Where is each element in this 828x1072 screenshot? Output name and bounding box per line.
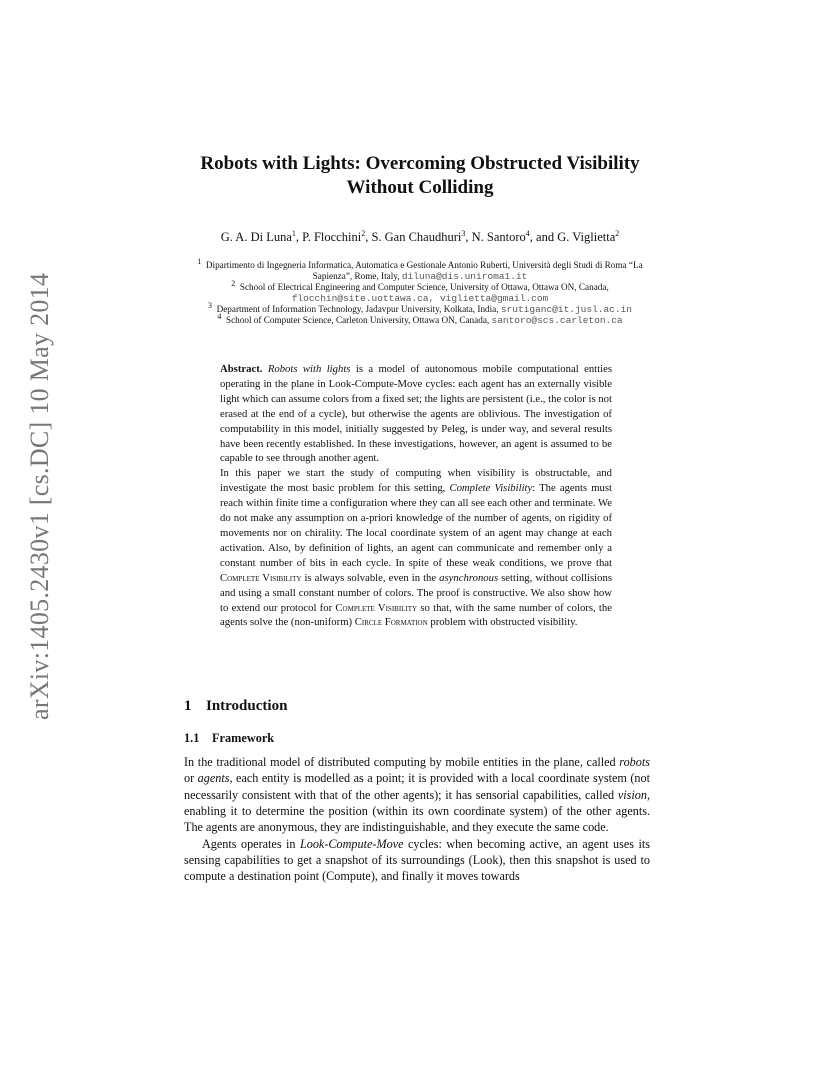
section-heading	[184, 698, 287, 715]
abstract-label: Abstract.	[220, 363, 263, 375]
abstract-p2-run: setting, without collisions and using a small constant number of colors. The proof is constructive. We also show how to extend our protocol for	[220, 571, 612, 614]
abstract-p2-run: Circle Formation	[354, 616, 428, 629]
author-name: G. Viglietta	[557, 230, 616, 244]
author-separator: ,	[295, 230, 303, 244]
body-paragraph-1	[184, 754, 650, 836]
body-p2-run: cycles: when becoming active, an agent uses its sensing capabilities to get a snapshot of its surroundings (Look), then this snapshot is used to compute a destination point (Compute), and finally it moves towards	[184, 836, 650, 884]
body-p1-run: robots	[619, 755, 650, 769]
affiliation-text: School of Computer Science, Carleton University, Ottawa ON, Canada,	[221, 315, 492, 325]
abstract-p2-run: asynchronous	[439, 571, 499, 584]
abstract-p2-run: Complete Visibility	[335, 601, 418, 614]
author-separator: ,	[465, 230, 472, 244]
paper-title	[150, 152, 690, 200]
affiliation-mark: 1	[197, 256, 202, 266]
affiliation-email: srutiganc@it.jusl.ac.in	[500, 304, 632, 315]
body-p2-run: Agents operates in	[202, 836, 300, 851]
affiliation-email: santoro@scs.carleton.ca	[491, 315, 623, 326]
body-p1-run: or	[184, 771, 198, 786]
affiliation-text: Department of Information Technology, Jadavpur University, Kolkata, India,	[212, 304, 501, 314]
body-p1-run: In the traditional model of distributed computing by mobile entities in the plane, called	[184, 755, 620, 769]
affiliation	[180, 300, 660, 315]
abstract-p2-run: Complete Visibility	[449, 482, 533, 495]
affiliation	[180, 256, 660, 282]
affiliation-mark: 2	[231, 278, 236, 288]
subsection-heading	[184, 731, 274, 746]
abstract-paragraph-1	[220, 362, 612, 466]
abstract-p2-run: In this paper we start the study of computing when visibility is obstructable, and investigate the most basic problem for this setting,	[220, 467, 612, 495]
author-affiliation-mark: 4	[525, 228, 530, 238]
affiliations	[180, 256, 660, 326]
body-p1-run: , each entity is modelled as a point; it is provided with a local coordinate system (not necessarily consistent with that of the other agents); it has sensorial capabilities, called	[184, 771, 650, 802]
title-line-1: Robots with Lights: Overcoming Obstructed Visibility	[200, 153, 640, 174]
abstract-p2-run: Complete Visibility	[220, 571, 302, 584]
author-name: P. Flocchini	[302, 230, 362, 244]
author-separator: , and	[529, 230, 558, 244]
subsection-number: 1.1	[184, 731, 200, 745]
affiliation-mark: 4	[217, 311, 222, 321]
affiliation-email: flocchin@site.uottawa.ca, viglietta@gmail.com	[291, 293, 549, 304]
abstract-p1-run: is a model of autonomous mobile computational entties operating in the plane in Look-Compute-Move cycles: each agent has an externally visible light which can assume colors from a fixed set; the lights are persistent (i.e., the color is not erased at the end of a cycle), but otherwise the agents are oblivious. The investigation of computability in this model, initially suggested by Peleg, is under way, and several results have been recently established. In these investigations, however, an agent is assumed to be capable to see through another agent.	[220, 363, 612, 465]
body-p1-run: , enabling it to determine the position (within its own coordinate system) of the other agents. The agents are anonymous, they are indistinguishable, and they execute the same code.	[184, 787, 650, 835]
section-number: 1	[184, 698, 192, 714]
body-paragraph-2	[184, 836, 650, 885]
author-affiliation-mark: 2	[361, 228, 366, 238]
affiliation-mark: 3	[208, 300, 212, 310]
abstract-p2-run: problem with obstructed visibility.	[427, 616, 578, 629]
body-p1-run: agents	[197, 771, 230, 786]
arxiv-identifier: arXiv:1405.2430v1 [cs.DC] 10 May 2014	[25, 272, 54, 720]
author-separator: ,	[365, 230, 372, 244]
subsection-title: Framework	[212, 731, 275, 745]
abstract-p2-run: is always solvable, even in the	[301, 571, 440, 584]
author-affiliation-mark: 3	[461, 228, 466, 238]
body-p1-run: vision	[617, 787, 647, 802]
abstract-paragraph-2	[220, 466, 612, 630]
body-p2-run: Look-Compute-Move	[299, 836, 404, 851]
affiliation	[180, 278, 660, 304]
section-title: Introduction	[206, 698, 288, 714]
author-name: N. Santoro	[471, 230, 526, 244]
author-name: G. A. Di Luna	[220, 230, 292, 244]
body-text	[184, 754, 650, 885]
author-name: S. Gan Chaudhuri	[371, 230, 462, 244]
abstract-p2-run: so that, with the same number of colors, the agents solve the (non-uniform)	[220, 601, 612, 629]
abstract-p1-run: Robots with lights	[267, 363, 351, 375]
abstract	[220, 362, 612, 630]
abstract-p2-run: : The agents must reach within finite time a configuration where they can all see each other and terminate. We do not make any assumption on a-priori knowledge of the number of agents, on rigidity of movements nor on chirality. The local coordinate system of an agent may change at each activation. Also, by definition of lights, an agent can communicate and remember only a constant number of bits in each cycle. In spite of these weak conditions, we prove that	[220, 482, 612, 569]
affiliation	[180, 311, 660, 326]
affiliation-email: diluna@dis.uniroma1.it	[401, 271, 528, 282]
author-affiliation-mark: 2	[615, 228, 620, 238]
affiliation-text: School of Electrical Engineering and Computer Science, University of Ottawa, Ottawa ON, Canada,	[235, 282, 609, 292]
author-list	[150, 228, 690, 246]
title-line-2: Without Colliding	[346, 177, 494, 198]
author-affiliation-mark: 1	[291, 228, 296, 238]
affiliation-text: Dipartimento di Ingegneria Informatica, Automatica e Gestionale Antonio Ruberti, Università degli Studi di Roma “La Sapienza”, Rome, Italy,	[201, 260, 643, 281]
